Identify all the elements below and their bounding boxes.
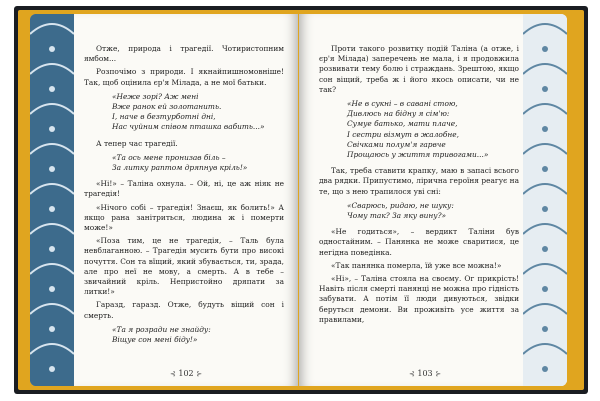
poem-line: За литку раптом дряпнув кріль!» [112, 163, 248, 173]
poem [112, 92, 284, 133]
poem-line: Нас чуйним співом пташка вабить...» [112, 122, 265, 132]
left-page-text [84, 44, 284, 351]
poem-line: «Та ось мене пронизав біль – [112, 152, 226, 162]
paragraph: Отже, природа і трагедії. Чотиристопним ямбом... [84, 44, 284, 64]
right-page [299, 14, 567, 386]
right-ornament-strip [523, 14, 567, 386]
poem-line: Дивлюсь на бідну я сім'ю: [347, 109, 450, 119]
folio-ornament-icon: ⊰ [408, 370, 415, 378]
poem-line: Свічками полум'я гарвче [347, 139, 446, 149]
poem-line: Сумуе батько, мати плаче, [347, 119, 458, 129]
paragraph: Гаразд, гаразд. Отже, будуть віщий сон і смерть. [84, 300, 284, 320]
right-page-text [319, 44, 519, 328]
ornament-pattern-icon [523, 14, 567, 386]
poem-line: І сестри візмут в жалобне, [347, 129, 459, 139]
poem [112, 153, 284, 173]
poem-line: І, наче в безтурботні дні, [112, 112, 216, 122]
poem [112, 325, 284, 345]
paragraph: «Поза тим, це не трагедія, – Таль була невблаганною. – Трагедія мусить бути про високі почуття. Сон та вїщий, який збувається, ти, зрада, але про неї не мову, а смерть. А в тебе – звичайний кріль. Непристойно дряпати за литки!» [84, 236, 284, 297]
poem-line: «Неже зорі? Аж мені [112, 91, 199, 101]
paragraph: А тепер час трагедії. [96, 138, 178, 148]
paragraph: Так, треба ставити крапку, маю в запасі всього два рядки. Припустимо, лірична героїня реагує на те, що з нею трапилося уві сні: [319, 166, 519, 196]
poem-line: «Сварюсь, ридаю, не шуку: [347, 200, 454, 210]
poem-line: Прощаюсь у життя тривогами...» [347, 150, 489, 160]
page-number [395, 369, 455, 378]
paragraph: «Ні», – Таліна стояла на своєму. Ог прикрість! Навіть після смерті панянці не можна про гідність забувати. А потім її люди дивуються, звідки беруться демони. Ви проживіть усе життя за правилами, [319, 274, 519, 324]
poem-line: «Та я розради не знайду: [112, 324, 211, 334]
page-number [156, 369, 216, 378]
paragraph: «Ні!» – Таліна охнула. – Ой, ні, це аж ніяк не трагедія! [84, 179, 284, 199]
poem-line: Віщуе сон мені біду!» [112, 335, 198, 345]
poem-line: Вже ранок ей золотанить. [112, 102, 222, 112]
left-page [30, 14, 298, 386]
paragraph: Розпочімо з природи. І якнайпишномовніше! Так, щоб оцінила єр'я Мілада, а не мої батьки. [84, 67, 284, 87]
folio-ornament-icon: ⊱ [435, 370, 442, 378]
poem-line: «Не в сукні – в савані стою, [347, 99, 458, 109]
poem [347, 201, 519, 221]
poem-line: Чому так? За яку вину?» [347, 211, 447, 221]
page-number-text: 103 [417, 369, 433, 378]
ornament-pattern-icon [30, 14, 74, 386]
folio-ornament-icon: ⊱ [196, 370, 203, 378]
folio-ornament-icon: ⊰ [169, 370, 176, 378]
paragraph: «Так панянка померла, їй уже все можна!» [331, 260, 502, 270]
left-ornament-strip [30, 14, 74, 386]
page-number-text: 102 [178, 369, 194, 378]
paragraph: «Не годиться», – вердикт Таліни був одностайним. – Панянка не може сваритися, це негідна поведінка. [319, 227, 519, 257]
paragraph: Проти такого розвитку подій Таліна (а отже, і єр'я Мілада) заперечень не мала, і я продовжила розвивати тему болю і страждань. Зрештою, якщо сон віщий, треба ж і його якось описати, чи не так? [319, 44, 519, 94]
paragraph: «Нічого собі – трагедія! Знаєш, як болить!» А якщо рана занітриться, людина ж і померти може!» [84, 202, 284, 233]
poem [347, 99, 519, 160]
